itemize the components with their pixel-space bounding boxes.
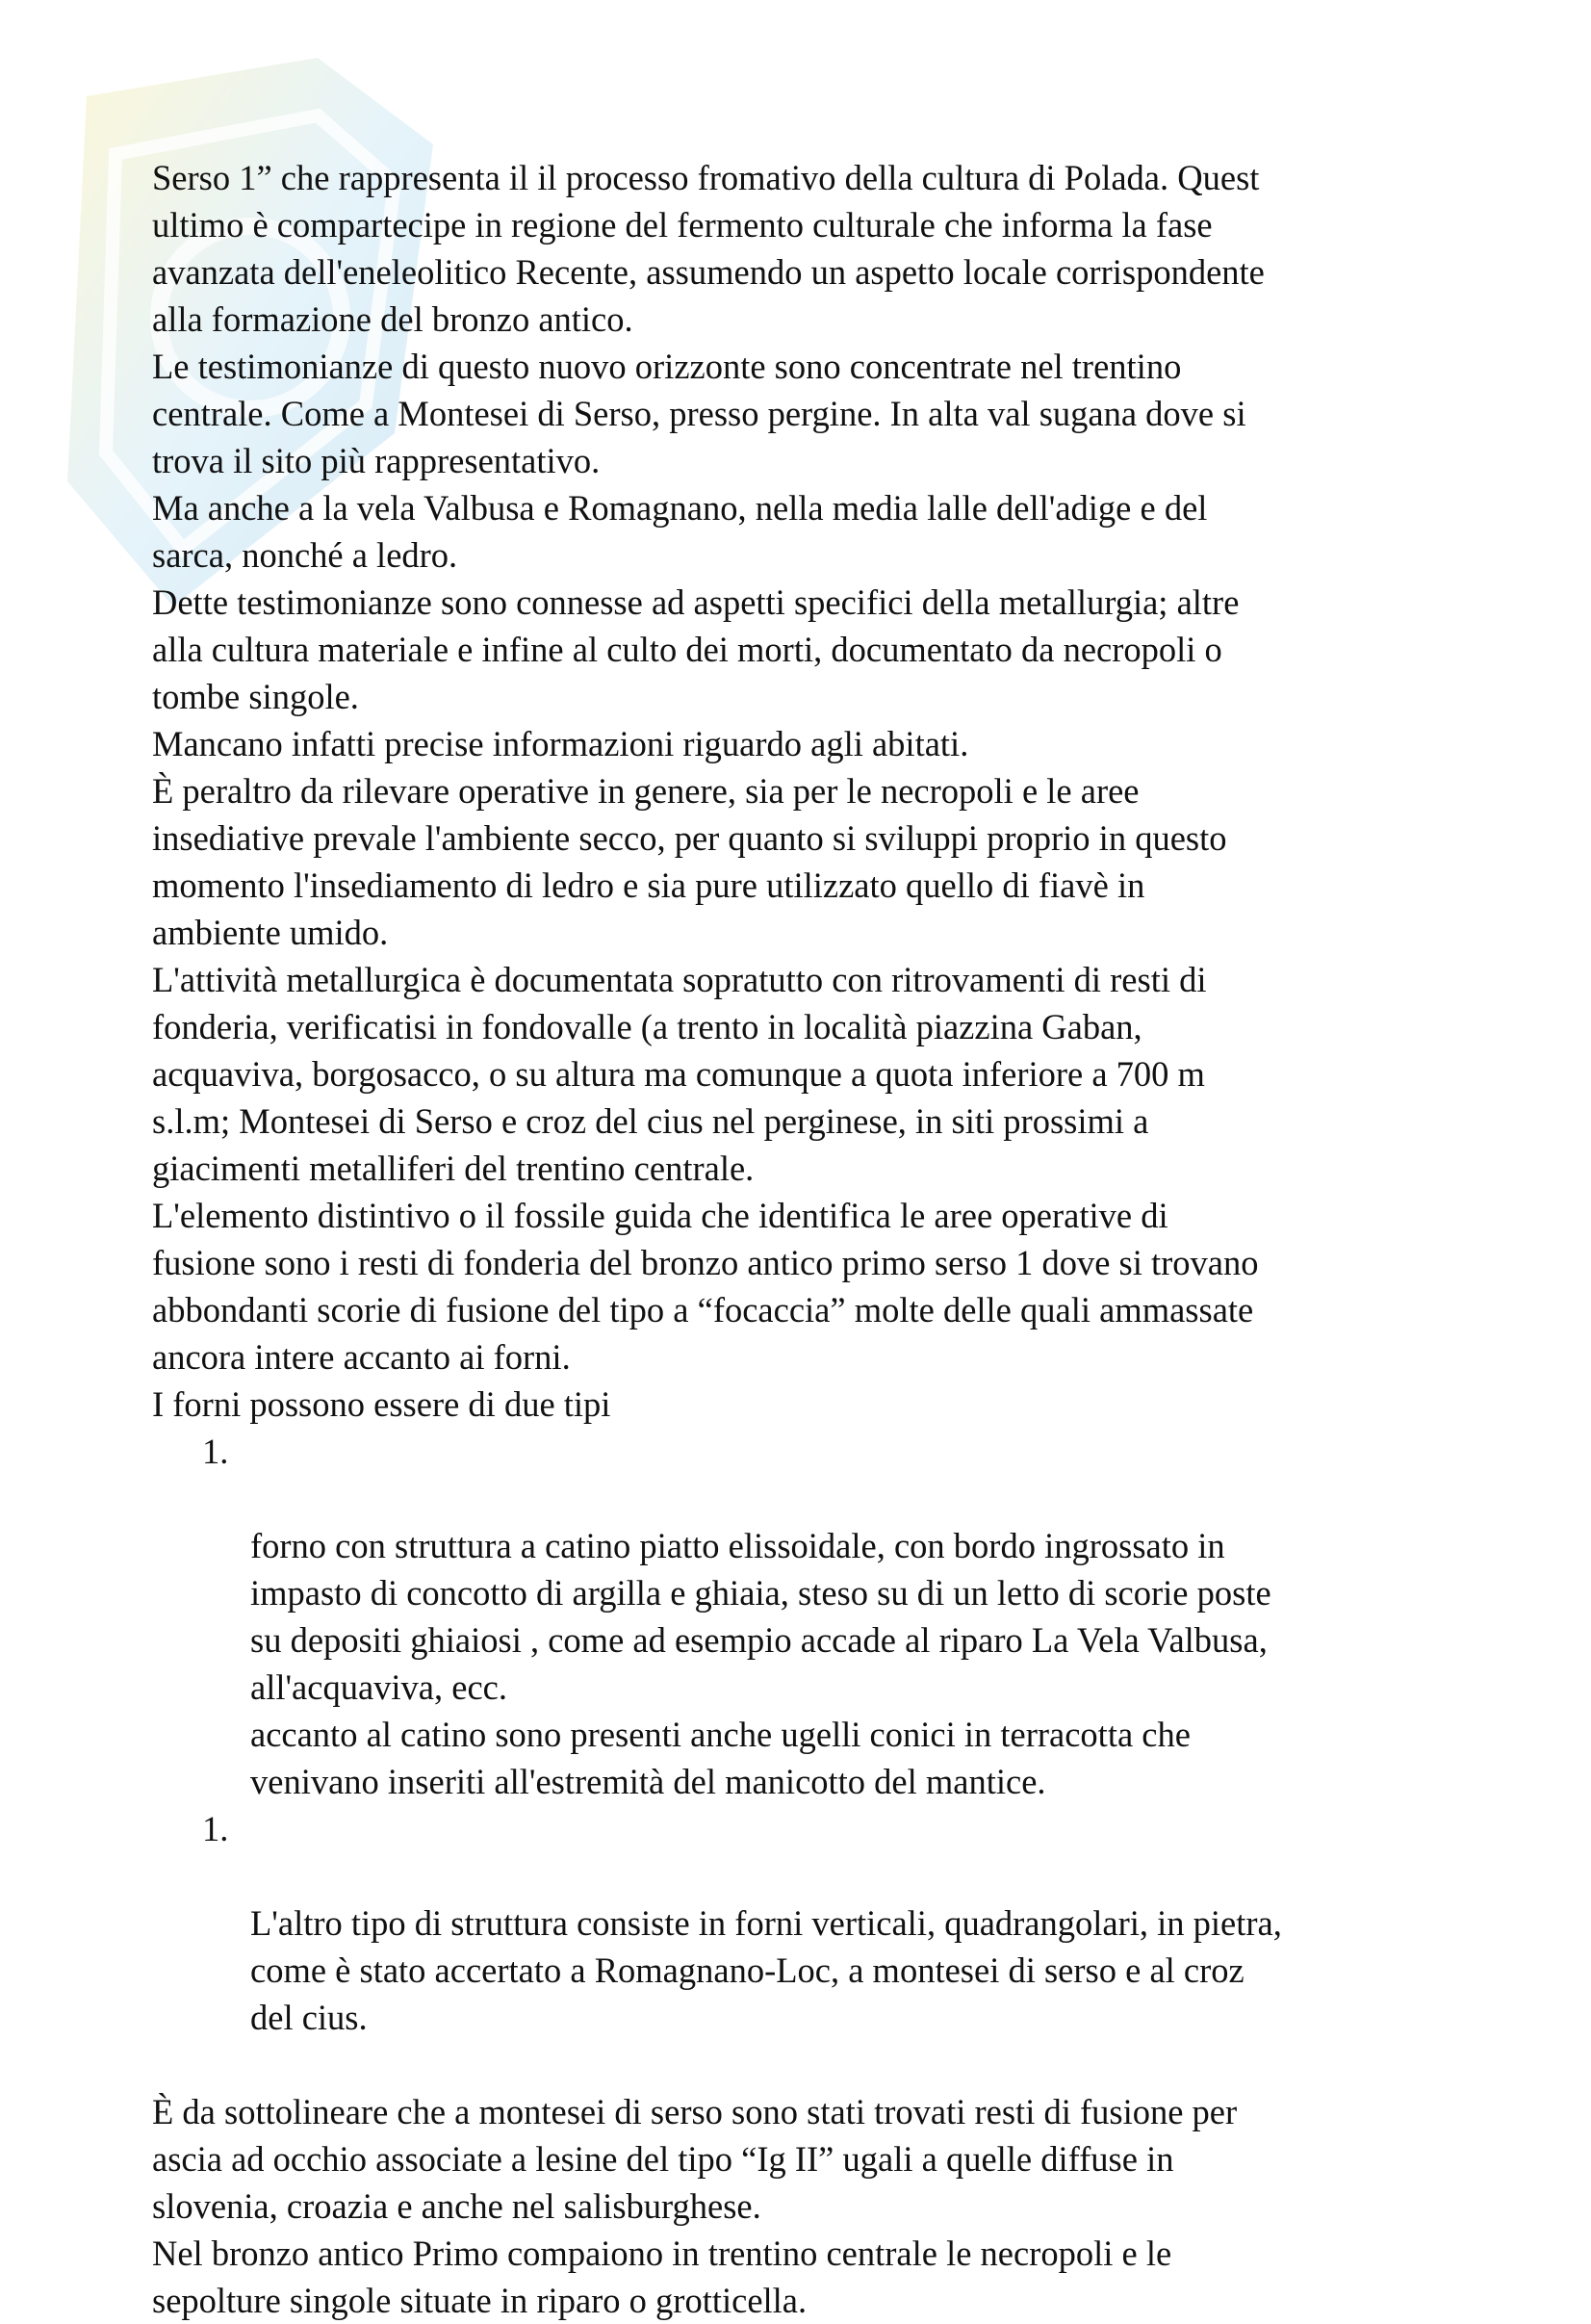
list-item-text: L'altro tipo di struttura consiste in forni verticali, quadrangolari, in pietra, come è stato accertato a Romagnano-Loc, a montesei di serso e al croz del cius.: [250, 1903, 1282, 2037]
list-item-text: forno con struttura a catino piatto elissoidale, con bordo ingrossato in impasto di concotto di argilla e ghiaia, steso su di un letto di scorie poste su depositi ghiaiosi , come ad esempio accade al riparo La Vela Valbusa, all'acquaviva, ecc. accanto al catino sono presenti anche ugelli conici in terracotta che venivano inseriti all'estremità del manicotto del mantice.: [250, 1526, 1271, 1801]
paragraph-9: I forni possono essere di due tipi: [152, 1384, 611, 1424]
paragraph-1: Serso 1” che rappresenta il il processo fromativo della cultura di Polada. Quest ultimo è compartecipe in regione del fermento culturale che informa la fase avanzata dell'eneleolitico Recente, assumendo un aspetto locale corrispondente alla formazione del bronzo antico.: [152, 158, 1265, 339]
paragraph-6: È peraltro da rilevare operative in genere, sia per le necropoli e le aree insediative prevale l'ambiente secco, per quanto si sviluppi proprio in questo momento l'insediamento di ledro e sia pure utilizzato quello di fiavè in ambiente umido.: [152, 771, 1227, 952]
list-item: [152, 1428, 1461, 1805]
list-item: [152, 1805, 1461, 2041]
list-item-number: 1.: [202, 1432, 229, 1471]
document-body: [152, 154, 1461, 2324]
paragraph-7: L'attività metallurgica è documentata sopratutto con ritrovamenti di resti di fonderia, verificatisi in fondovalle (a trento in località piazzina Gaban, acquaviva, borgosacco, o su altura ma comunque a quota inferiore a 700 m s.l.m; Montesei di Serso e croz del cius nel perginese, in siti prossimi a giacimenti metalliferi del trentino centrale.: [152, 960, 1207, 1188]
paragraph-11: Nel bronzo antico Primo compaiono in trentino centrale le necropoli e le sepolture singole situate in riparo o grotticella.: [152, 2234, 1172, 2320]
paragraph-3: Ma anche a la vela Valbusa e Romagnano, nella media lalle dell'adige e del sarca, nonché a ledro.: [152, 488, 1208, 575]
paragraph-8: L'elemento distintivo o il fossile guida che identifica le aree operative di fusione sono i resti di fonderia del bronzo antico primo serso 1 dove si trovano abbondanti scorie di fusione del tipo a “focaccia” molte delle quali ammassate ancora intere accanto ai forni.: [152, 1196, 1259, 1377]
paragraph-spacer: [152, 2041, 1461, 2088]
furnace-types-list: [152, 1428, 1461, 2041]
paragraph-10: È da sottolineare che a montesei di serso sono stati trovati resti di fusione per ascia ad occhio associate a lesine del tipo “Ig II” ugali a quelle diffuse in slovenia, croazia e anche nel salisburghese.: [152, 2092, 1238, 2226]
list-item-number: 1.: [202, 1809, 229, 1848]
paragraph-5: Mancano infatti precise informazioni riguardo agli abitati.: [152, 724, 969, 763]
paragraph-2: Le testimonianze di questo nuovo orizzonte sono concentrate nel trentino centrale. Come a Montesei di Serso, presso pergine. In alta val sugana dove si trova il sito più rappresentativo.: [152, 347, 1246, 480]
paragraph-4: Dette testimonianze sono connesse ad aspetti specifici della metallurgia; altre alla cultura materiale e infine al culto dei morti, documentato da necropoli o tombe singole.: [152, 582, 1240, 716]
